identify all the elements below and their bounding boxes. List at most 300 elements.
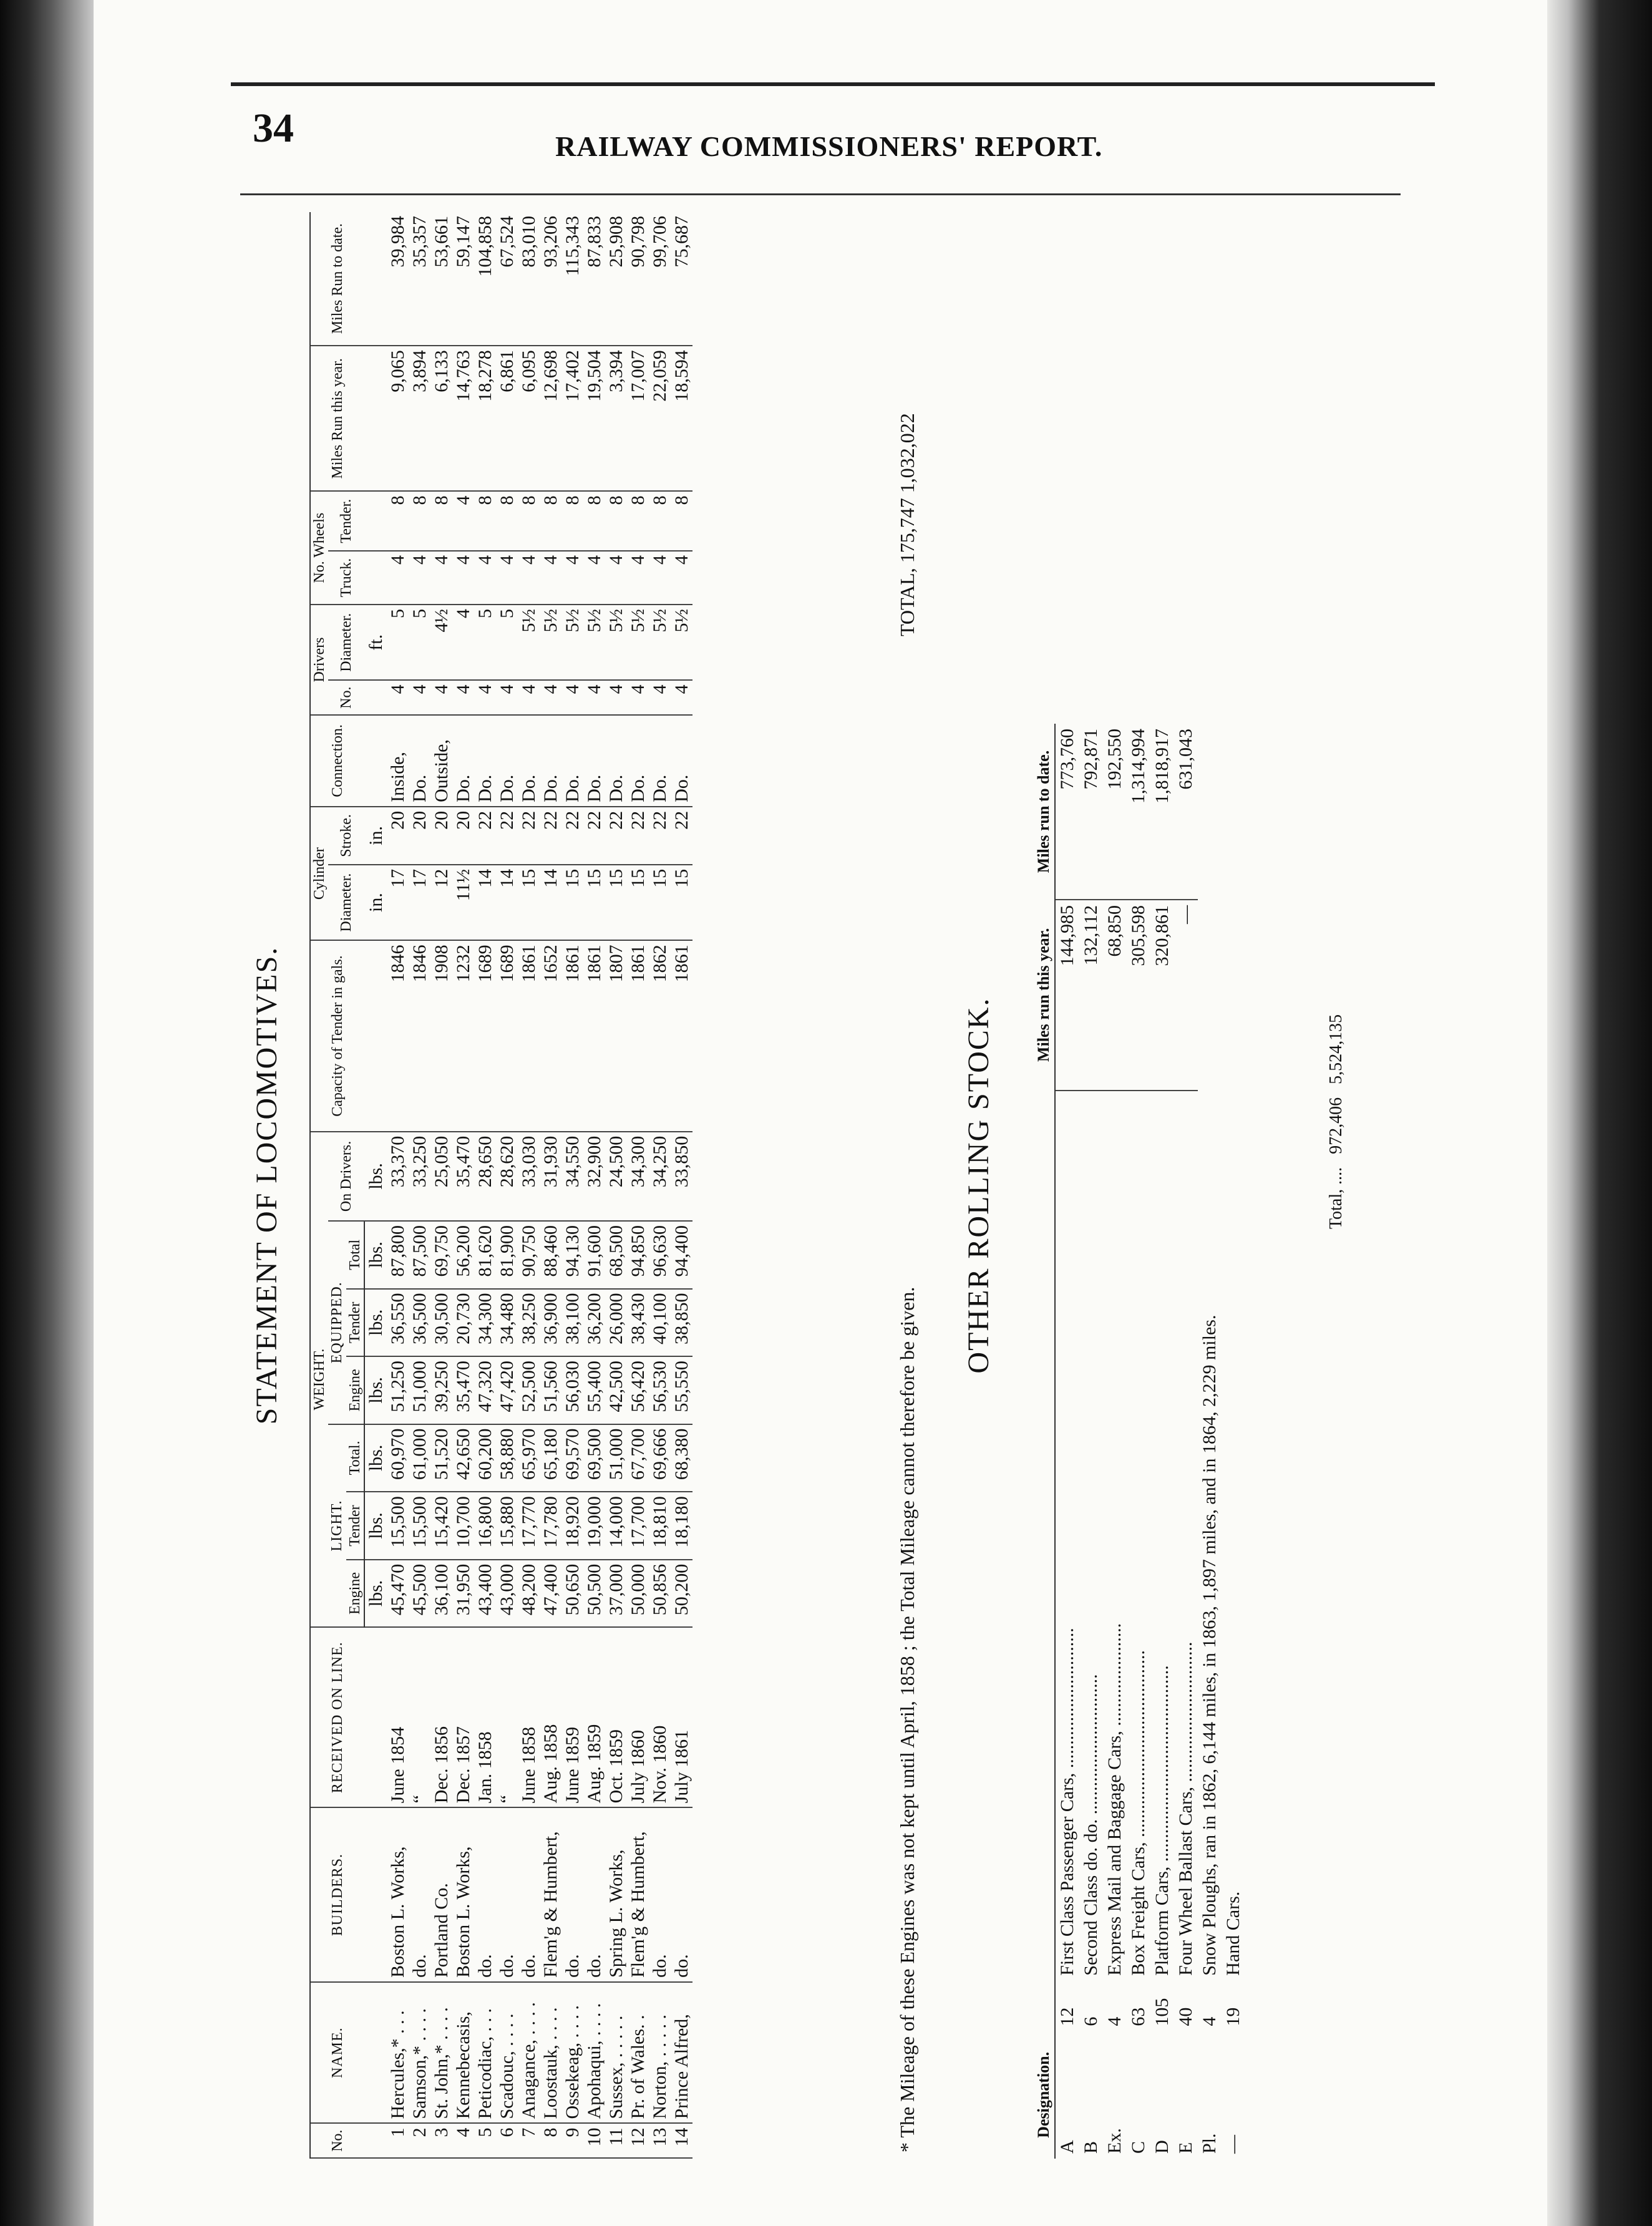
cell-lt: 17,770 bbox=[518, 1492, 540, 1560]
cell-no: 13 bbox=[649, 2124, 671, 2159]
cell-etot: 87,500 bbox=[409, 1221, 430, 1289]
list-item bbox=[1055, 724, 1079, 2159]
cell-cap: 1861 bbox=[583, 940, 605, 1131]
col-cyl-diameter: Diameter. bbox=[328, 865, 364, 940]
cell-name: Samson,* . . . . bbox=[409, 1982, 430, 2124]
col-light-tender: Tender bbox=[346, 1492, 364, 1560]
cell-md: 83,010 bbox=[518, 212, 540, 346]
table-row bbox=[649, 212, 671, 2158]
cell-my: 17,402 bbox=[561, 346, 583, 491]
list-item bbox=[1079, 724, 1103, 2159]
cell-et: 38,430 bbox=[627, 1289, 649, 1357]
cell-ee: 51,560 bbox=[540, 1356, 561, 1424]
col-miles-date: Miles Run to date. bbox=[310, 212, 364, 346]
cell-etot: 81,900 bbox=[496, 1221, 518, 1289]
cell-md: 99,706 bbox=[649, 212, 671, 346]
col-truck: Truck. bbox=[328, 551, 364, 605]
stock-total-year: 972,406 bbox=[1326, 1097, 1346, 1154]
cell-dd: 5 bbox=[387, 605, 409, 680]
cell-wte: 8 bbox=[605, 491, 627, 551]
cell-lt: 15,500 bbox=[409, 1492, 430, 1560]
cell-cap: 1232 bbox=[452, 940, 474, 1131]
cell-name: Kennebecasis, bbox=[452, 1982, 474, 2124]
cell-name: Loostauk, . . . . bbox=[540, 1982, 561, 2124]
cell-dn: 4 bbox=[409, 680, 430, 715]
cell-builder: do. bbox=[474, 1807, 496, 1982]
cell-rec: Aug. 1859 bbox=[583, 1627, 605, 1807]
cell-cs: 22 bbox=[671, 807, 692, 865]
cell-drv: 32,900 bbox=[583, 1132, 605, 1221]
col-tender-wheels: Tender. bbox=[328, 491, 364, 551]
cell-cd: 17 bbox=[409, 865, 430, 940]
table-row bbox=[387, 212, 409, 2158]
cell-rec: Oct. 1859 bbox=[605, 1627, 627, 1807]
unit-lbs: lbs. bbox=[364, 1289, 387, 1357]
cell-etot: 56,200 bbox=[452, 1221, 474, 1289]
cell-dd: 5½ bbox=[518, 605, 540, 680]
table-row bbox=[452, 212, 474, 2158]
cell-lt: 14,000 bbox=[605, 1492, 627, 1560]
cell-no: 9 bbox=[561, 2124, 583, 2159]
col-no-wheels: No. Wheels bbox=[310, 491, 328, 605]
table-row bbox=[540, 212, 561, 2158]
stock-count: 12 bbox=[1057, 2007, 1077, 2026]
unit-in: in. bbox=[364, 865, 387, 940]
stock-des: — bbox=[1223, 2135, 1243, 2154]
cell-cap: 1689 bbox=[496, 940, 518, 1131]
cell-ee: 55,400 bbox=[583, 1356, 605, 1424]
list-item bbox=[1127, 724, 1150, 2159]
cell-dd: 5 bbox=[496, 605, 518, 680]
cell-name: St. John,* . . . . bbox=[430, 1982, 452, 2124]
col-designation: Designation. bbox=[1033, 2031, 1055, 2159]
cell-wte: 8 bbox=[474, 491, 496, 551]
cell-drv: 33,250 bbox=[409, 1132, 430, 1221]
cell-cap: 1846 bbox=[387, 940, 409, 1131]
cell-ltot: 58,880 bbox=[496, 1424, 518, 1492]
col-stock-miles-year: Miles run this year. bbox=[1033, 900, 1055, 1091]
cell-my: 6,861 bbox=[496, 346, 518, 491]
cell-cs: 22 bbox=[605, 807, 627, 865]
cell-et: 36,500 bbox=[409, 1289, 430, 1357]
cell-builder: Flem'g & Humbert, bbox=[540, 1807, 561, 1982]
stock-my: 144,985 bbox=[1055, 900, 1079, 1091]
cell-ltot: 51,000 bbox=[605, 1424, 627, 1492]
stock-count: 4 bbox=[1199, 2016, 1220, 2026]
cell-ltot: 68,380 bbox=[671, 1424, 692, 1492]
unit-lbs: lbs. bbox=[364, 1356, 387, 1424]
cell-etot: 68,500 bbox=[605, 1221, 627, 1289]
cell-ltot: 60,970 bbox=[387, 1424, 409, 1492]
cell-etot: 90,750 bbox=[518, 1221, 540, 1289]
cell-builder: do. bbox=[671, 1807, 692, 1982]
cell-dn: 4 bbox=[452, 680, 474, 715]
cell-cs: 22 bbox=[561, 807, 583, 865]
cell-dn: 4 bbox=[430, 680, 452, 715]
col-light-total: Total. bbox=[346, 1424, 364, 1492]
cell-cap: 1908 bbox=[430, 940, 452, 1131]
page-number: 34 bbox=[253, 105, 294, 151]
cell-md: 87,833 bbox=[583, 212, 605, 346]
cell-dn: 4 bbox=[496, 680, 518, 715]
cell-drv: 25,050 bbox=[430, 1132, 452, 1221]
cell-cap: 1861 bbox=[671, 940, 692, 1131]
cell-dd: 5½ bbox=[671, 605, 692, 680]
stock-des: D bbox=[1152, 2140, 1172, 2154]
cell-no: 8 bbox=[540, 2124, 561, 2159]
cell-dn: 4 bbox=[605, 680, 627, 715]
cell-lt: 15,500 bbox=[387, 1492, 409, 1560]
cell-conn: Do. bbox=[671, 715, 692, 807]
cell-no: 10 bbox=[583, 2124, 605, 2159]
cell-ltot: 60,200 bbox=[474, 1424, 496, 1492]
locomotives-table bbox=[309, 212, 692, 2159]
stock-md: 792,871 bbox=[1079, 724, 1103, 900]
cell-rec: “ bbox=[409, 1627, 430, 1807]
cell-dd: 5½ bbox=[649, 605, 671, 680]
cell-name: Ossekeag, . . . . bbox=[561, 1982, 583, 2124]
rolling-stock-table bbox=[1033, 724, 1245, 2159]
cell-le: 43,000 bbox=[496, 1560, 518, 1628]
cell-builder: do. bbox=[583, 1807, 605, 1982]
cell-wte: 8 bbox=[518, 491, 540, 551]
cell-wt: 4 bbox=[561, 551, 583, 605]
table-row bbox=[627, 212, 649, 2158]
cell-no: 7 bbox=[518, 2124, 540, 2159]
cell-conn: Do. bbox=[627, 715, 649, 807]
col-stock-miles-date: Miles run to date. bbox=[1033, 724, 1055, 900]
cell-md: 25,908 bbox=[605, 212, 627, 346]
stock-my: 132,112 bbox=[1079, 900, 1103, 1091]
cell-etot: 87,800 bbox=[387, 1221, 409, 1289]
cell-dn: 4 bbox=[627, 680, 649, 715]
cell-md: 53,661 bbox=[430, 212, 452, 346]
unit-lbs: lbs. bbox=[364, 1560, 387, 1628]
cell-ltot: 69,666 bbox=[649, 1424, 671, 1492]
stock-md: 192,550 bbox=[1103, 724, 1127, 900]
stock-my: 68,850 bbox=[1103, 900, 1127, 1091]
cell-wte: 8 bbox=[627, 491, 649, 551]
rolling-stock-title: OTHER ROLLING STOCK. bbox=[962, 997, 995, 1374]
cell-etot: 81,620 bbox=[474, 1221, 496, 1289]
cell-ltot: 69,500 bbox=[583, 1424, 605, 1492]
cell-conn: Do. bbox=[561, 715, 583, 807]
cell-le: 50,000 bbox=[627, 1560, 649, 1628]
cell-wt: 4 bbox=[430, 551, 452, 605]
cell-et: 38,250 bbox=[518, 1289, 540, 1357]
cell-my: 19,504 bbox=[583, 346, 605, 491]
cell-cd: 14 bbox=[474, 865, 496, 940]
cell-lt: 15,880 bbox=[496, 1492, 518, 1560]
unit-lbs: lbs. bbox=[364, 1221, 387, 1289]
cell-no: 4 bbox=[452, 2124, 474, 2159]
stock-desc: Express Mail and Baggage Cars, ...................... bbox=[1104, 1623, 1125, 1976]
stock-md: 631,043 bbox=[1174, 724, 1198, 900]
cell-rec: June 1859 bbox=[561, 1627, 583, 1807]
cell-lt: 18,810 bbox=[649, 1492, 671, 1560]
cell-le: 50,856 bbox=[649, 1560, 671, 1628]
cell-md: 104,858 bbox=[474, 212, 496, 346]
table-row bbox=[430, 212, 452, 2158]
cell-my: 18,594 bbox=[671, 346, 692, 491]
cell-dd: 4 bbox=[452, 605, 474, 680]
cell-my: 9,065 bbox=[387, 346, 409, 491]
col-eq-tender: Tender bbox=[346, 1289, 364, 1357]
cell-cap: 1689 bbox=[474, 940, 496, 1131]
col-connection: Connection. bbox=[310, 715, 364, 807]
unit-lbs: lbs. bbox=[364, 1424, 387, 1492]
cell-wt: 4 bbox=[540, 551, 561, 605]
cell-wte: 8 bbox=[496, 491, 518, 551]
cell-le: 48,200 bbox=[518, 1560, 540, 1628]
cell-my: 3,894 bbox=[409, 346, 430, 491]
cell-ltot: 65,180 bbox=[540, 1424, 561, 1492]
cell-wte: 8 bbox=[430, 491, 452, 551]
cell-wt: 4 bbox=[387, 551, 409, 605]
cell-wt: 4 bbox=[583, 551, 605, 605]
col-light-engine: Engine bbox=[346, 1560, 364, 1628]
stock-total-label: Total, .... bbox=[1326, 1167, 1346, 1229]
cell-et: 38,100 bbox=[561, 1289, 583, 1357]
cell-dn: 4 bbox=[561, 680, 583, 715]
cell-name: Prince Alfred, bbox=[671, 1982, 692, 2124]
cell-le: 43,400 bbox=[474, 1560, 496, 1628]
cell-builder: do. bbox=[561, 1807, 583, 1982]
cell-drv: 33,370 bbox=[387, 1132, 409, 1221]
col-name: NAME. bbox=[310, 1982, 364, 2124]
stock-desc: Platform Cars, .......................................... bbox=[1152, 1665, 1172, 1976]
col-eq-engine: Engine bbox=[346, 1356, 364, 1424]
cell-builder: Flem'g & Humbert, bbox=[627, 1807, 649, 1982]
cell-drv: 28,650 bbox=[474, 1132, 496, 1221]
cell-lt: 17,780 bbox=[540, 1492, 561, 1560]
cell-my: 6,095 bbox=[518, 346, 540, 491]
rolling-stock-body bbox=[1055, 724, 1245, 2159]
cell-cd: 14 bbox=[496, 865, 518, 940]
cell-etot: 94,400 bbox=[671, 1221, 692, 1289]
cell-dn: 4 bbox=[649, 680, 671, 715]
cell-cs: 20 bbox=[430, 807, 452, 865]
cell-ltot: 61,000 bbox=[409, 1424, 430, 1492]
cell-my: 6,133 bbox=[430, 346, 452, 491]
cell-le: 36,100 bbox=[430, 1560, 452, 1628]
stock-md: 773,760 bbox=[1055, 724, 1079, 900]
cell-le: 50,200 bbox=[671, 1560, 692, 1628]
cell-wt: 4 bbox=[518, 551, 540, 605]
cell-etot: 69,750 bbox=[430, 1221, 452, 1289]
cell-conn: Do. bbox=[474, 715, 496, 807]
col-light: LIGHT. bbox=[328, 1424, 346, 1628]
table-row bbox=[671, 212, 692, 2158]
stock-count: 105 bbox=[1152, 1998, 1172, 2026]
cell-lt: 16,800 bbox=[474, 1492, 496, 1560]
cell-wte: 4 bbox=[452, 491, 474, 551]
cell-md: 93,206 bbox=[540, 212, 561, 346]
cell-conn: Do. bbox=[649, 715, 671, 807]
cell-le: 31,950 bbox=[452, 1560, 474, 1628]
cell-builder: do. bbox=[496, 1807, 518, 1982]
stock-my: 320,861 bbox=[1150, 900, 1174, 1091]
list-item bbox=[1150, 724, 1174, 2159]
cell-ee: 35,470 bbox=[452, 1356, 474, 1424]
stock-des: Pl. bbox=[1199, 2133, 1220, 2154]
cell-name: Norton, . . . . . bbox=[649, 1982, 671, 2124]
cell-rec: Nov. 1860 bbox=[649, 1627, 671, 1807]
cell-wt: 4 bbox=[671, 551, 692, 605]
cell-drv: 31,930 bbox=[540, 1132, 561, 1221]
cell-cd: 15 bbox=[671, 865, 692, 940]
cell-cs: 22 bbox=[627, 807, 649, 865]
table-row bbox=[409, 212, 430, 2158]
cell-etot: 96,630 bbox=[649, 1221, 671, 1289]
cell-ee: 56,530 bbox=[649, 1356, 671, 1424]
cell-name: Scadouc, . . . . bbox=[496, 1982, 518, 2124]
cell-ee: 55,550 bbox=[671, 1356, 692, 1424]
cell-my: 18,278 bbox=[474, 346, 496, 491]
cell-rec: July 1860 bbox=[627, 1627, 649, 1807]
cell-etot: 91,600 bbox=[583, 1221, 605, 1289]
cell-builder: Boston L. Works, bbox=[452, 1807, 474, 1982]
cell-cap: 1652 bbox=[540, 940, 561, 1131]
cell-md: 35,357 bbox=[409, 212, 430, 346]
cell-conn: Do. bbox=[583, 715, 605, 807]
col-cyl-stroke: Stroke. bbox=[328, 807, 364, 865]
cell-ee: 51,000 bbox=[409, 1356, 430, 1424]
cell-cs: 22 bbox=[540, 807, 561, 865]
cell-cd: 17 bbox=[387, 865, 409, 940]
cell-my: 22,059 bbox=[649, 346, 671, 491]
stock-des: E bbox=[1175, 2142, 1196, 2154]
cell-cs: 20 bbox=[387, 807, 409, 865]
cell-cap: 1861 bbox=[627, 940, 649, 1131]
cell-wte: 8 bbox=[583, 491, 605, 551]
cell-et: 40,100 bbox=[649, 1289, 671, 1357]
cell-no: 5 bbox=[474, 2124, 496, 2159]
cell-wt: 4 bbox=[409, 551, 430, 605]
cell-cs: 22 bbox=[583, 807, 605, 865]
cell-drv: 33,030 bbox=[518, 1132, 540, 1221]
cell-conn: Do. bbox=[409, 715, 430, 807]
cell-lt: 18,920 bbox=[561, 1492, 583, 1560]
col-builders: BUILDERS. bbox=[310, 1807, 364, 1982]
cell-md: 67,524 bbox=[496, 212, 518, 346]
cell-md: 39,984 bbox=[387, 212, 409, 346]
cell-drv: 34,250 bbox=[649, 1132, 671, 1221]
header-rule bbox=[240, 193, 1401, 195]
cell-rec: Aug. 1858 bbox=[540, 1627, 561, 1807]
cell-drv: 24,500 bbox=[605, 1132, 627, 1221]
cell-conn: Outside, bbox=[430, 715, 452, 807]
unit-lbs: lbs. bbox=[364, 1492, 387, 1560]
stock-count: 40 bbox=[1175, 2007, 1196, 2026]
cell-rec: Jan. 1858 bbox=[474, 1627, 496, 1807]
cell-my: 12,698 bbox=[540, 346, 561, 491]
unit-in: in. bbox=[364, 807, 387, 865]
book-binding bbox=[0, 0, 94, 2226]
cell-cs: 22 bbox=[474, 807, 496, 865]
locomotives-body bbox=[364, 212, 692, 2158]
cell-ee: 39,250 bbox=[430, 1356, 452, 1424]
cell-dn: 4 bbox=[671, 680, 692, 715]
cell-wte: 8 bbox=[409, 491, 430, 551]
cell-md: 59,147 bbox=[452, 212, 474, 346]
cell-et: 34,300 bbox=[474, 1289, 496, 1357]
cell-drv: 35,470 bbox=[452, 1132, 474, 1221]
stock-total-date: 5,524,135 bbox=[1326, 1014, 1346, 1084]
stock-md: 1,818,917 bbox=[1150, 724, 1174, 900]
table-row bbox=[474, 212, 496, 2158]
cell-dd: 5½ bbox=[583, 605, 605, 680]
stock-md: 1,314,994 bbox=[1127, 724, 1150, 900]
cell-et: 36,550 bbox=[387, 1289, 409, 1357]
stock-des: B bbox=[1081, 2141, 1101, 2154]
cell-dd: 5 bbox=[409, 605, 430, 680]
col-capacity: Capacity of Tender in gals. bbox=[310, 940, 364, 1131]
cell-dd: 5½ bbox=[627, 605, 649, 680]
total-miles-year: 175,747 bbox=[896, 498, 918, 563]
cell-dn: 4 bbox=[583, 680, 605, 715]
cell-ltot: 42,650 bbox=[452, 1424, 474, 1492]
cell-conn: Do. bbox=[518, 715, 540, 807]
cell-builder: Portland Co. bbox=[430, 1807, 452, 1982]
cell-ee: 47,420 bbox=[496, 1356, 518, 1424]
table-row bbox=[605, 212, 627, 2158]
cell-ee: 42,500 bbox=[605, 1356, 627, 1424]
cell-cap: 1861 bbox=[561, 940, 583, 1131]
cell-cs: 22 bbox=[496, 807, 518, 865]
cell-conn: Inside, bbox=[387, 715, 409, 807]
cell-et: 38,850 bbox=[671, 1289, 692, 1357]
cell-conn: Do. bbox=[540, 715, 561, 807]
stock-desc: Snow Ploughs, ran in 1862, 6,144 miles, in 1863, 1,897 miles, and in 1864, 2,229 miles. bbox=[1199, 1315, 1220, 1976]
cell-ee: 52,500 bbox=[518, 1356, 540, 1424]
table-row bbox=[583, 212, 605, 2158]
col-on-drivers: On Drivers. bbox=[328, 1132, 364, 1221]
cell-rec: “ bbox=[496, 1627, 518, 1807]
col-cylinder: Cylinder bbox=[310, 807, 328, 940]
cell-rec: June 1858 bbox=[518, 1627, 540, 1807]
unit-ft: ft. bbox=[364, 605, 387, 680]
cell-cap: 1846 bbox=[409, 940, 430, 1131]
cell-dn: 4 bbox=[518, 680, 540, 715]
cell-le: 45,500 bbox=[409, 1560, 430, 1628]
cell-conn: Do. bbox=[605, 715, 627, 807]
stock-des: A bbox=[1057, 2140, 1077, 2154]
cell-ltot: 67,700 bbox=[627, 1424, 649, 1492]
cell-name: Peticodiac, . . . bbox=[474, 1982, 496, 2124]
cell-no: 6 bbox=[496, 2124, 518, 2159]
cell-cd: 11½ bbox=[452, 865, 474, 940]
col-drv-diameter: Diameter. bbox=[328, 605, 364, 680]
cell-ee: 47,320 bbox=[474, 1356, 496, 1424]
col-weight: WEIGHT. bbox=[310, 1132, 328, 1627]
stock-desc: Second Class do. do. .............................. bbox=[1081, 1674, 1101, 1976]
cell-ee: 56,420 bbox=[627, 1356, 649, 1424]
list-item bbox=[1103, 724, 1127, 2159]
cell-et: 34,480 bbox=[496, 1289, 518, 1357]
page-edge bbox=[1547, 0, 1652, 2226]
cell-cs: 20 bbox=[409, 807, 430, 865]
cell-dd: 5½ bbox=[540, 605, 561, 680]
cell-name: Hercules,* . . . bbox=[387, 1982, 409, 2124]
cell-cs: 22 bbox=[649, 807, 671, 865]
cell-et: 36,900 bbox=[540, 1289, 561, 1357]
cell-name: Anagance, . . . . bbox=[518, 1982, 540, 2124]
cell-lt: 15,420 bbox=[430, 1492, 452, 1560]
cell-wt: 4 bbox=[496, 551, 518, 605]
cell-ee: 56,030 bbox=[561, 1356, 583, 1424]
cell-no: 12 bbox=[627, 2124, 649, 2159]
